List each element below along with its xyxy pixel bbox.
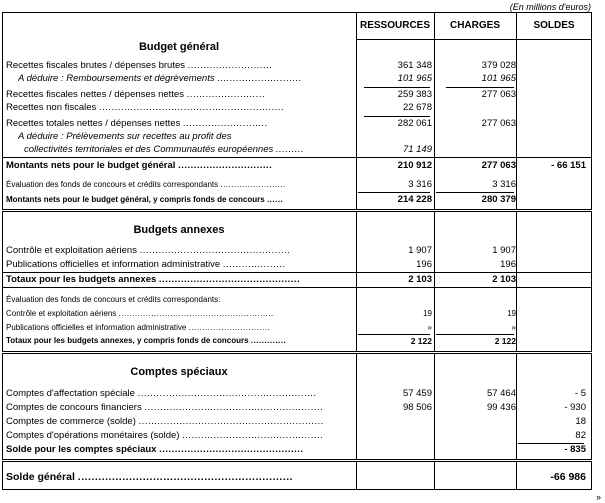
charges-value: 280 379 — [481, 194, 516, 205]
charges-value: 2 122 — [494, 336, 516, 346]
ressources-value: 3 316 — [408, 179, 432, 190]
row-rule — [2, 157, 592, 158]
table-row — [2, 388, 592, 400]
table-row — [2, 259, 592, 271]
ressources-value: 1 907 — [408, 245, 432, 256]
ressources-value: 210 912 — [397, 160, 432, 171]
row-label: Publications officielles et information administrative .............................. — [6, 323, 271, 332]
table-row — [2, 179, 592, 191]
charges-value: 99 436 — [486, 402, 516, 413]
ressources-value: 259 383 — [397, 89, 432, 100]
table-row — [2, 308, 592, 320]
subtotal-rule — [358, 192, 430, 193]
section-title-budgets-annexes: Budgets annexes — [133, 224, 225, 236]
row-rule — [2, 272, 592, 273]
row-label: Montants nets pour le budget général .............................. — [6, 160, 273, 171]
row-label: Publications officielles et information administrative .................... — [6, 259, 286, 270]
soldes-value: - 930 — [564, 402, 586, 413]
section-separator — [2, 351, 592, 354]
table-row — [2, 73, 592, 85]
row-label: A déduire : Remboursements et dégrèvements ........................... — [18, 73, 303, 84]
section-title-budget-general: Budget général — [138, 41, 220, 53]
charges-value: 101 965 — [481, 73, 516, 84]
subtotal-rule — [446, 87, 514, 88]
row-label: Évaluation des fonds de concours et crédits correspondants ........................ — [6, 180, 286, 189]
ressources-value: 101 965 — [397, 73, 432, 84]
charges-value: 196 — [500, 259, 516, 270]
soldes-value: - 835 — [564, 444, 586, 455]
table-row — [2, 194, 592, 206]
soldes-value: -66 986 — [550, 471, 586, 483]
ressources-value: 214 228 — [397, 194, 432, 205]
charges-value: 57 464 — [486, 388, 516, 399]
charges-value: 1 907 — [492, 245, 516, 256]
ressources-value: 71 149 — [402, 144, 432, 155]
row-label: Solde pour les comptes spéciaux .............................................. — [6, 444, 304, 455]
table-row — [2, 144, 592, 156]
column-header-soldes: SOLDES — [516, 12, 592, 40]
table-row — [2, 322, 592, 334]
ressources-value: 57 459 — [402, 388, 432, 399]
row-label: Recettes totales nettes / dépenses nettes ........................... — [6, 118, 268, 129]
ressources-value: 196 — [416, 259, 432, 270]
ressources-value: 282 061 — [397, 118, 432, 129]
row-label: Comptes de commerce (solde) ........................................................... — [6, 416, 324, 427]
charges-value: 277 063 — [481, 89, 516, 100]
table-row — [2, 402, 592, 414]
section-title-comptes-speciaux: Comptes spéciaux — [130, 366, 228, 378]
row-label: Contrôle et exploitation aériens ................................................ — [6, 245, 291, 256]
section-separator — [2, 209, 592, 212]
ressources-value: 22 678 — [402, 102, 432, 113]
table-row — [2, 294, 592, 306]
charges-value: 277 063 — [481, 118, 516, 129]
ressources-value: 19 — [423, 309, 432, 318]
row-label: Totaux pour les budgets annexes, y compris fonds de concours ............. — [6, 336, 287, 345]
row-label: Solde général ............................................................... — [6, 471, 294, 483]
table-row — [2, 131, 592, 143]
table-row — [2, 335, 592, 347]
row-label: Comptes d'opérations monétaires (solde) ............................................. — [6, 430, 324, 441]
row-label: Montants nets pour le budget général, y compris fonds de concours ...... — [6, 195, 284, 204]
table-row — [2, 118, 592, 130]
charges-value: 2 103 — [492, 274, 516, 285]
soldes-value: 18 — [575, 416, 586, 427]
charges-value: 3 316 — [492, 179, 516, 190]
table-row — [2, 430, 592, 442]
section-separator — [2, 459, 592, 462]
charges-value: » — [511, 323, 516, 332]
soldes-value: 82 — [575, 430, 586, 441]
soldes-value: - 5 — [574, 388, 586, 399]
row-label: Contrôle et exploitation aériens ......................................................... — [6, 309, 274, 318]
units-note: (En millions d'euros) — [509, 2, 591, 12]
row-label: Évaluation des fonds de concours et crédits correspondants: — [6, 295, 221, 304]
table-row — [2, 160, 592, 172]
row-label: collectivités territoriales et des Communautés européennes ......... — [24, 144, 305, 155]
table-row — [2, 60, 592, 72]
ressources-value: 2 103 — [408, 274, 432, 285]
table-row — [2, 245, 592, 257]
table-row — [2, 416, 592, 428]
row-label: A déduire : Prélèvements sur recettes au profit des — [18, 131, 232, 142]
row-label: Recettes fiscales nettes / dépenses nettes ......................... — [6, 89, 266, 100]
row-label: Recettes fiscales brutes / dépenses brutes ........................... — [6, 60, 273, 71]
table-row — [2, 444, 592, 456]
column-header-ressources: RESSOURCES — [356, 12, 434, 40]
ressources-value: » — [427, 323, 432, 332]
ressources-value: 98 506 — [402, 402, 432, 413]
row-label: Recettes non fiscales ........................................................... — [6, 102, 285, 113]
ressources-value: 2 122 — [410, 336, 432, 346]
charges-value: 379 028 — [481, 60, 516, 71]
continuation-mark: » — [595, 492, 601, 502]
subtotal-rule — [364, 116, 430, 117]
subtotal-rule — [364, 87, 430, 88]
row-label: Totaux pour les budgets annexes ............................................. — [6, 274, 301, 285]
row-label: Comptes de concours financiers ......................................................... — [6, 402, 324, 413]
charges-value: 277 063 — [481, 160, 516, 171]
soldes-value: - 66 151 — [551, 160, 586, 171]
column-header-charges: CHARGES — [434, 12, 516, 40]
table-row — [2, 102, 592, 114]
table-row — [2, 274, 592, 286]
row-rule — [2, 287, 592, 288]
subtotal-rule — [436, 192, 514, 193]
row-label: Comptes d'affectation spéciale ......................................................... — [6, 388, 317, 399]
table-row — [2, 89, 592, 101]
charges-value: 19 — [507, 309, 516, 318]
ressources-value: 361 348 — [397, 60, 432, 71]
table-row — [2, 471, 592, 483]
